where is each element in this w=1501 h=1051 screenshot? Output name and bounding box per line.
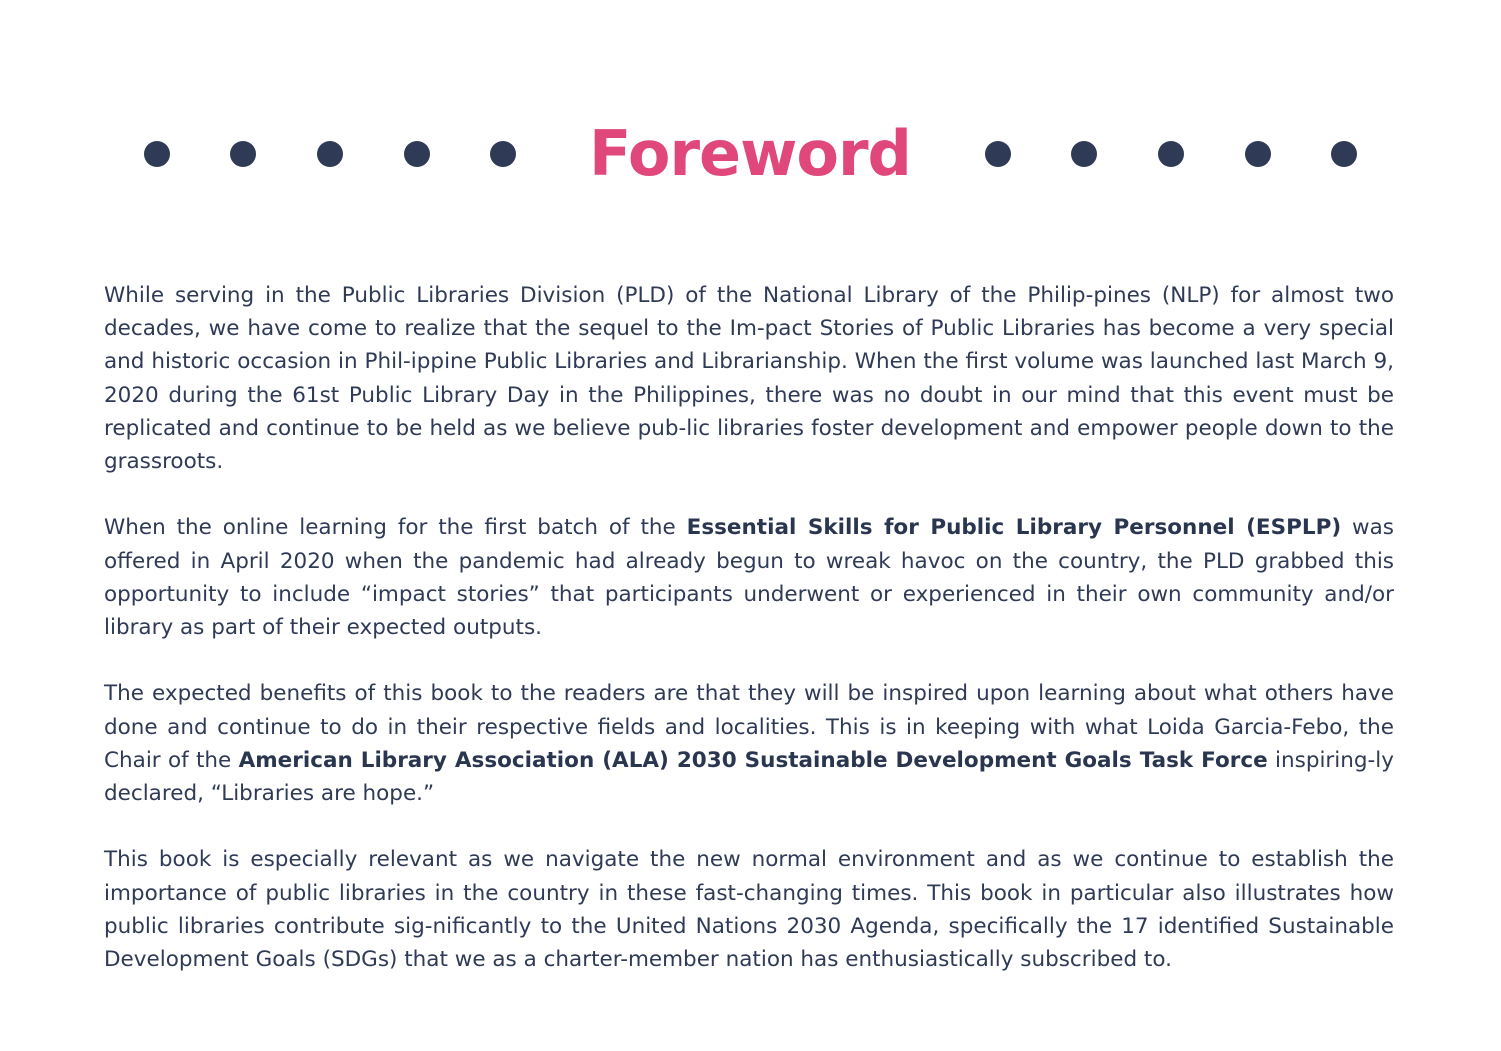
page-title: Foreword	[589, 117, 911, 190]
paragraph-3	[104, 677, 1394, 810]
decorative-dot	[404, 141, 430, 167]
decorative-dot	[490, 141, 516, 167]
decorative-dot	[985, 141, 1011, 167]
paragraph-1	[104, 279, 1394, 478]
foreword-body	[104, 279, 1394, 1009]
decorative-dot	[1071, 141, 1097, 167]
paragraph-1-text: While serving in the Public Libraries Division (PLD) of the National Library of the Philip-pines (NLP) for almost two decades, we have come to realize that the sequel to the Im-pact Stories of Public Libraries has become a very special and historic occasion in Phil-ippine Public Libraries and Librarianship. When the first volume was launched last March 9, 2020 during the 61st Public Library Day in the Philippines, there was no doubt in our mind that this event must be replicated and continue to be held as we believe pub-lic libraries foster development and empower people down to the grassroots.	[104, 283, 1394, 475]
decorative-dot	[1245, 141, 1271, 167]
esplp-program-name: Essential Skills for Public Library Personnel (ESPLP)	[686, 515, 1342, 541]
decorative-dot	[1331, 141, 1357, 167]
decorative-dot	[230, 141, 256, 167]
paragraph-3-text-before: The expected benefits of this book to the readers are that they will be inspired upon learning about what others have done and continue to do in their respective fields and localities. This is in keeping with what Loida Garcia-Febo, the Chair of the	[104, 681, 1394, 773]
paragraph-3-text-after: inspiring-ly declared, “Libraries are hope.”	[104, 747, 1394, 807]
paragraph-2-text-before: When the online learning for the first batch of the	[104, 515, 687, 541]
decorative-dot	[144, 141, 170, 167]
paragraph-4	[104, 843, 1394, 976]
title-row	[0, 112, 1501, 196]
paragraph-2-text-after: was offered in April 2020 when the pandemic had already begun to wreak havoc on the country, the PLD grabbed this opportunity to include “impact stories” that participants underwent or experienced in their own community and/or library as part of their expected outputs.	[104, 515, 1394, 641]
decorative-dot	[317, 141, 343, 167]
ala-task-force-name: American Library Association (ALA) 2030 Sustainable Development Goals Task Force	[238, 747, 1268, 773]
paragraph-4-text: This book is especially relevant as we navigate the new normal environment and as we continue to establish the importance of public libraries in the country in these fast-changing times. This book in particular also illustrates how public libraries contribute sig-nificantly to the United Nations 2030 Agenda, specifically the 17 identified Sustainable Development Goals (SDGs) that we as a charter-member nation has enthusiastically subscribed to.	[104, 847, 1394, 973]
paragraph-2	[104, 511, 1394, 644]
decorative-dot	[1158, 141, 1184, 167]
